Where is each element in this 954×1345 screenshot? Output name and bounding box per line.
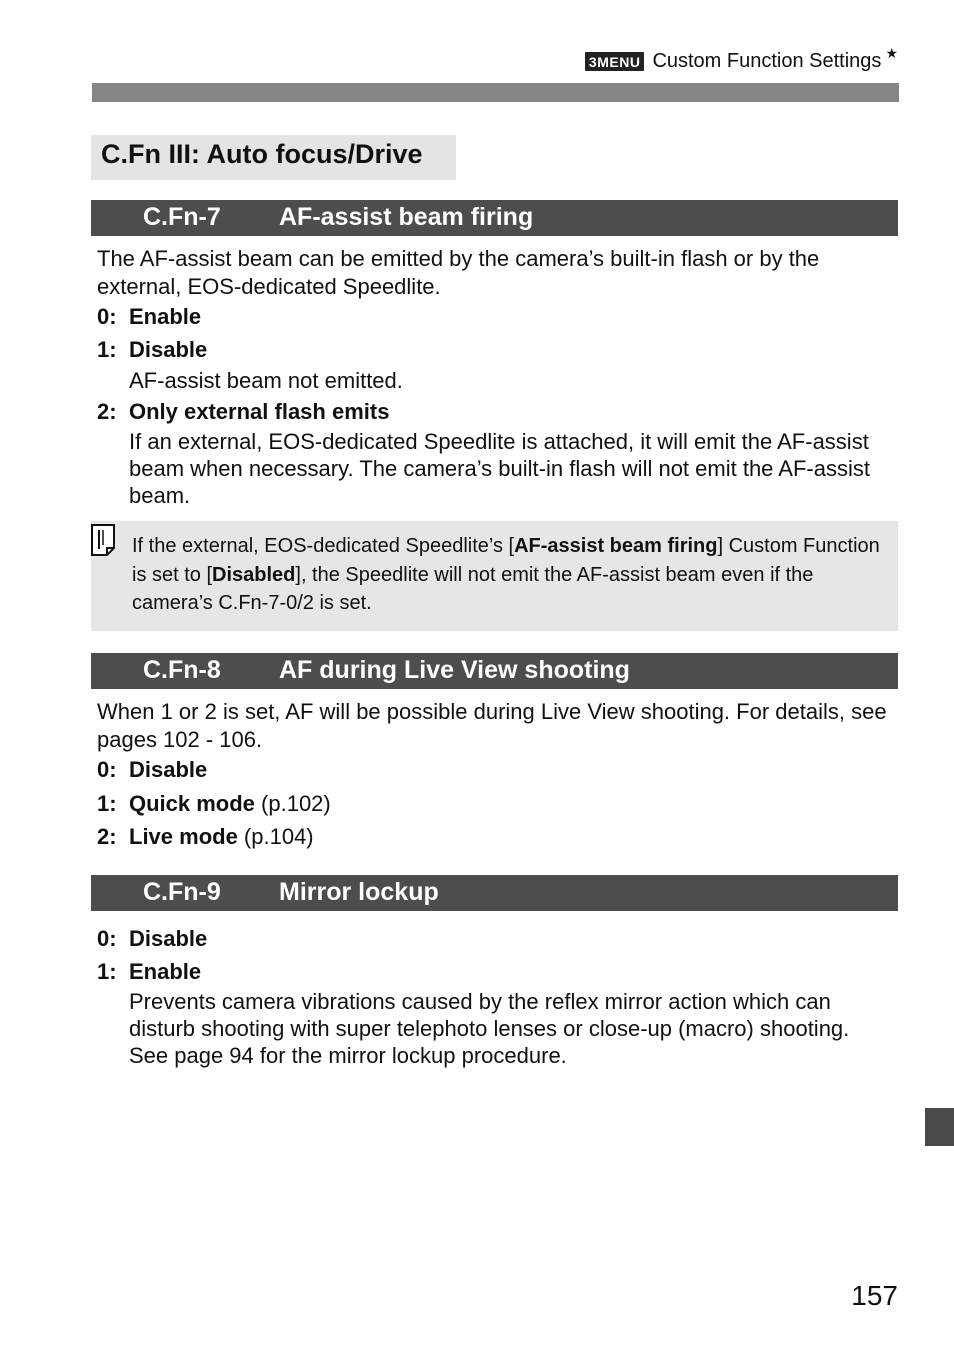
option-label: Enable	[129, 959, 202, 984]
option-key: 1:	[97, 337, 117, 362]
cfn7-intro: The AF-assist beam can be emitted by the camera’s built-in flash or by the external, EOS-dedicated Speedlite.	[97, 246, 820, 299]
cfn9-number: C.Fn-9	[143, 878, 221, 906]
option-key: 1:	[97, 959, 117, 984]
section-title: C.Fn III: Auto focus/Drive	[101, 139, 423, 169]
menu-tab-number: 3	[588, 54, 598, 70]
cfn8-name: AF during Live View shooting	[279, 656, 630, 684]
cfn9-option-1	[97, 958, 201, 986]
option-key: 2:	[97, 399, 117, 424]
cfn9-option-1-desc: Prevents camera vibrations caused by the reflex mirror action which can disturb shooting with super telephoto lenses or close-up (macro) shooting. See page 94 for the mirror lockup procedure.	[129, 989, 850, 1068]
cfn7-option-2	[97, 398, 389, 426]
cfn8-option-1	[97, 790, 331, 818]
option-label: Only external flash emits	[129, 399, 390, 424]
cfn7-header-bar	[91, 200, 898, 236]
option-key: 0:	[97, 304, 117, 329]
menu-tab-badge	[585, 52, 645, 71]
cfn8-option-0	[97, 756, 207, 784]
menu-badge-label: MENU	[597, 54, 641, 70]
cfn9-header-bar	[91, 875, 898, 911]
cfn9-name: Mirror lockup	[279, 878, 439, 906]
cfn7-option-1-desc: AF-assist beam not emitted.	[129, 368, 403, 393]
page-reference: (p.102)	[254, 791, 331, 816]
option-label: Disable	[129, 926, 208, 951]
cfn7-option-1	[97, 336, 207, 364]
note-setting-value: Disabled	[212, 563, 296, 586]
cfn9-option-0	[97, 925, 207, 953]
option-key: 0:	[97, 926, 117, 951]
cfn8-header-bar	[91, 653, 898, 689]
star-icon: ★	[885, 45, 898, 61]
option-label: Enable	[129, 304, 202, 329]
cfn7-number: C.Fn-7	[143, 203, 221, 231]
cfn8-number: C.Fn-8	[143, 656, 221, 684]
cfn7-option-0	[97, 303, 201, 331]
cfn7-option-2-desc: If an external, EOS-dedicated Speedlite is attached, it will emit the AF-assist beam when necessary. The camera’s built-in flash will not emit the AF-assist beam.	[129, 429, 870, 508]
cfn8-intro: When 1 or 2 is set, AF will be possible during Live View shooting. For details, see pages 102 - 106.	[97, 699, 887, 752]
option-key: 1:	[97, 791, 117, 816]
memo-note-icon	[90, 523, 116, 557]
page-number: 157	[851, 1280, 898, 1311]
note-text: If the external, EOS-dedicated Speedlite’s [AF-assist beam firing] Custom Function is set to [Disabled], the Speedlite will not emit the AF-assist beam even if the camera’s C.Fn-7-0/2 is set.	[132, 535, 880, 614]
cfn7-name: AF-assist beam firing	[279, 203, 534, 231]
option-label: Disable	[129, 337, 208, 362]
chapter-thumb-tab	[925, 1108, 954, 1146]
option-key: 0:	[97, 757, 117, 782]
option-label: Disable	[129, 757, 208, 782]
option-label: Live mode	[129, 824, 238, 849]
page-reference: (p.104)	[237, 824, 314, 849]
option-label: Quick mode	[129, 791, 255, 816]
cfn8-option-2	[97, 823, 314, 851]
running-header	[585, 45, 898, 73]
running-header-title: Custom Function Settings	[652, 50, 882, 72]
note-menu-item: AF-assist beam firing	[514, 535, 718, 557]
header-rule	[92, 83, 899, 102]
option-key: 2:	[97, 824, 117, 849]
